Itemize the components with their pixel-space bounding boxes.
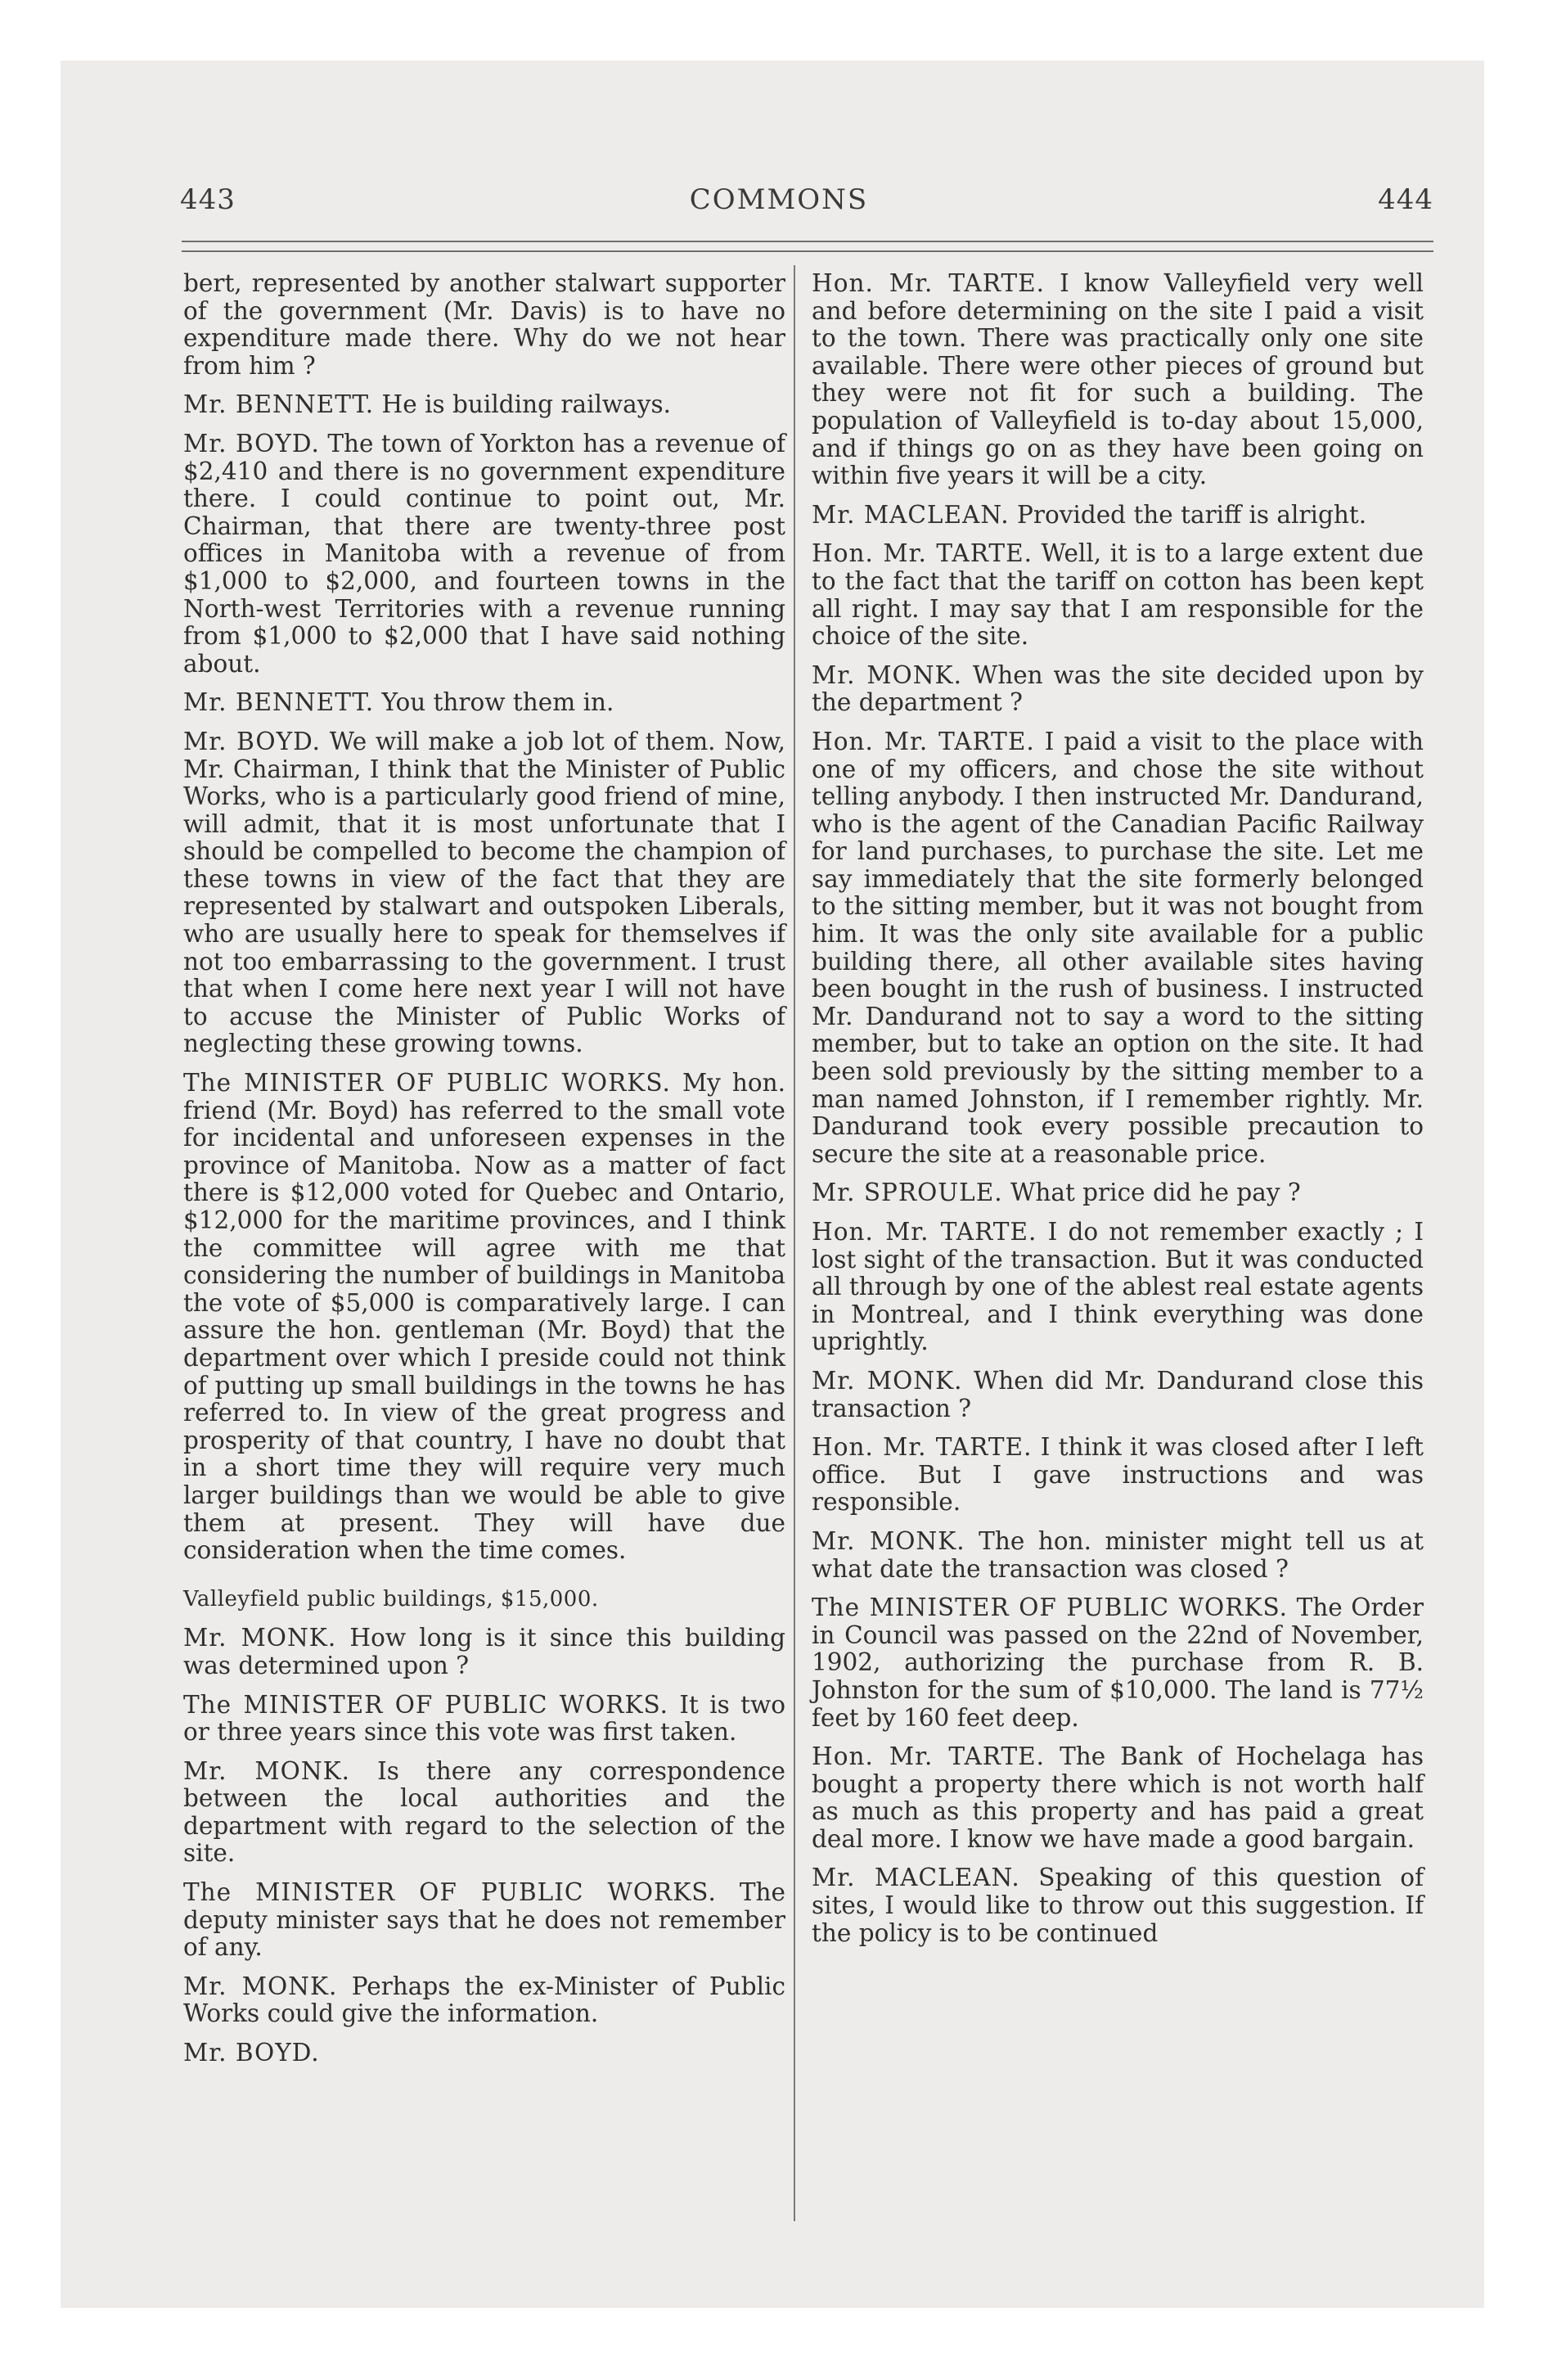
paragraph-text: My hon. friend (Mr. Boyd) has referred to the small vote for incidental and unforeseen expenses in the province of Manitoba. Now as a matter of fact there is $12,000 voted for Quebec and Ontario, $12,000 for the maritime provinces, and I think the committee will agree with me that considering the number of buildings in Manitoba the vote of $5,000 is comparatively large. I can assure the hon. gentleman (Mr. Boyd) that the department over which I preside could not think of putting up small buildings in the towns he has referred to. In view of the great progress and prosperity of that country, I have no doubt that in a short time they will require very much larger buildings than we would be able to give them at present. They will have due consideration when the time comes.: [183, 1069, 785, 1565]
speaker-name: Mr. BOYD.: [183, 727, 322, 755]
paragraph-text: When was the site decided upon by the department ?: [812, 660, 1424, 717]
paragraph: [183, 689, 785, 717]
speaker-name: Mr. MACLEAN.: [812, 500, 1010, 529]
page-number-left: 443: [180, 183, 236, 216]
paragraph-text: He is building railways.: [381, 390, 671, 419]
paragraph-text: We will make a job lot of them. Now, Mr. Chairman, I think that the Minister of Public Works, who is a particularly good friend of mine, will admit, that it is most unfortunate that I should be compelled to become the champion of these towns in view of the fact that they are represented by stalwart and outspoken Liberals, who are usually here to speak for themselves if not too embarrassing to the government. I trust that when I come here next year I will not have to accuse the Minister of Public Works of neglecting these growing towns.: [183, 727, 785, 1058]
speaker-name: Hon. Mr. TARTE.: [812, 1218, 1037, 1246]
paragraph-text: Well, it is to a large extent due to the fact that the tariff on cotton has been kept all right. I may say that I am responsible for the choice of the site.: [812, 539, 1424, 651]
paragraph: [812, 1594, 1424, 1732]
header-rule: [182, 241, 1433, 252]
paragraph: [183, 1879, 785, 1962]
page-header: [124, 178, 1433, 219]
speaker-name: Mr. BOYD.: [183, 429, 320, 458]
speaker-name: Mr. BENNETT.: [183, 688, 375, 717]
paragraph: [183, 1758, 785, 1868]
paragraph: [183, 1973, 785, 2028]
paragraph-text: What price did he pay ?: [1010, 1179, 1301, 1207]
paragraph: [183, 391, 785, 419]
speaker-name: Mr. MONK.: [183, 1972, 338, 2000]
paragraph-text: Provided the tariff is alright.: [1017, 500, 1367, 529]
paragraph-text: bert, represented by another stalwart supporter of the government (Mr. Davis) is to have no expenditure made there. Why do we not hear from him ?: [183, 269, 785, 380]
speaker-name: Mr. MONK.: [812, 1366, 963, 1395]
speaker-name: Mr. MONK.: [183, 1624, 337, 1652]
speaker-name: Mr. MACLEAN.: [812, 1864, 1020, 1892]
paragraph-text: Is there any correspondence between the local authorities and the department with regard to the selection of the site.: [183, 1756, 785, 1868]
paragraph: [812, 270, 1424, 490]
left-column: [183, 270, 785, 2067]
paragraph: [812, 728, 1424, 1169]
speaker-name: Hon. Mr. TARTE.: [812, 269, 1046, 297]
paragraph: [183, 1070, 785, 1565]
paragraph: [812, 1864, 1424, 1947]
paragraph-text: The Order in Council was passed on the 22nd of November, 1902, authorizing the purchase from R. B. Johnston for the sum of $10,000. The land is 77½ feet by 160 feet deep.: [812, 1593, 1424, 1732]
paragraph-text: I do not remember exactly ; I lost sight of the transaction. But it was conducted all through by one of the ablest real estate agents in Montreal, and I think everything was done uprightly.: [812, 1218, 1424, 1356]
paragraph: [183, 430, 785, 678]
right-column: [812, 270, 1424, 1959]
paragraph: [812, 662, 1424, 717]
paragraph: [812, 1219, 1424, 1356]
speaker-name: The MINISTER OF PUBLIC WORKS.: [812, 1593, 1288, 1622]
paragraph-text: Speaking of this question of sites, I would like to throw out this suggestion. If the policy is to be continued: [812, 1864, 1424, 1947]
speaker-name: Hon. Mr. TARTE.: [812, 1742, 1046, 1771]
speaker-tail: Mr. BOYD.: [183, 2039, 320, 2067]
speaker-name: Mr. BENNETT.: [183, 390, 375, 419]
paragraph-text: I think it was closed after I left office. But I gave instructions and was responsible.: [812, 1433, 1424, 1517]
paragraph: [812, 1368, 1424, 1422]
paragraph-text: How long is it since this building was determined upon ?: [183, 1624, 785, 1679]
paragraph-text: The Bank of Hochelaga has bought a property there which is not worth half as much as this property and has paid a great deal more. I know we have made a good bargain.: [812, 1742, 1424, 1853]
paragraph: [183, 270, 785, 380]
paragraph-text: You throw them in.: [381, 688, 614, 717]
column-divider: [794, 265, 795, 2221]
paragraph: [812, 1528, 1424, 1583]
paragraph-text: It is two or three years since this vote was first taken.: [183, 1690, 785, 1747]
page-number-right: 444: [1378, 183, 1433, 216]
speaker-name: Mr. MONK.: [183, 1756, 351, 1785]
paragraph: [812, 502, 1424, 530]
speaker-name: Hon. Mr. TARTE.: [812, 1433, 1033, 1462]
speaker-name: Hon. Mr. TARTE.: [812, 727, 1035, 755]
paragraph-text: The town of Yorkton has a revenue of $2,410 and there is no government expenditure there. I could continue to point out, Mr. Chairman, that there are twenty-three post offices in Manitoba with a revenue of from $1,000 to $2,000, and fourteen towns in the North-west Territories with a revenue running from $1,000 to $2,000 that I have said nothing about.: [183, 429, 785, 678]
paragraph: [183, 1625, 785, 1679]
paragraph-text: Perhaps the ex-Minister of Public Works could give the information.: [183, 1972, 785, 2028]
paragraph-text: The deputy minister says that he does not remember of any.: [183, 1878, 785, 1962]
paragraph-text: I paid a visit to the place with one of my officers, and chose the site without telling anybody. I then instructed Mr. Dandurand, who is the agent of the Canadian Pacific Railway for land purchases, to purchase the site. Let me say immediately that the site formerly belonged to the sitting member, but it was not bought from him. It was the only site available for a public building there, all other available sites having been bought in the rush of business. I instructed Mr. Dandurand not to say a word to the sitting member, but to take an option on the site. It had been sold previously by the sitting member to a man named Johnston, if I remember rightly. Mr. Dandurand took every possible precaution to secure the site at a reasonable price.: [812, 727, 1424, 1168]
paragraph: [812, 1179, 1424, 1207]
paragraph: [812, 1434, 1424, 1517]
paragraph-text: I know Valleyfield very well and before determining on the site I paid a visit to the town. There was practically only one site available. There were other pieces of ground but they were not fit for such a building. The population of Valleyfield is to-day about 15,000, and if things go on as they have been going on within five years it will be a city.: [812, 269, 1424, 490]
speaker-name: Mr. SPROULE.: [812, 1179, 1003, 1207]
speaker-name: Hon. Mr. TARTE.: [812, 539, 1033, 568]
paragraph: [812, 1743, 1424, 1853]
page-title: COMMONS: [689, 183, 869, 216]
speaker-name: The MINISTER OF PUBLIC WORKS.: [183, 1878, 717, 1907]
speaker-name: Mr. MONK.: [812, 1526, 965, 1555]
paragraph: [183, 728, 785, 1058]
paragraph: [183, 1692, 785, 1747]
item-heading: Valleyfield public buildings, $15,000.: [183, 1586, 599, 1611]
speaker-name: The MINISTER OF PUBLIC WORKS.: [183, 1690, 669, 1719]
paragraph-text: The hon. minister might tell us at what date the transaction was closed ?: [812, 1526, 1424, 1583]
speaker-name: The MINISTER OF PUBLIC WORKS.: [183, 1069, 671, 1098]
speaker-name: Mr. MONK.: [812, 660, 962, 689]
paragraph: [812, 540, 1424, 650]
paragraph-text: When did Mr. Dandurand close this transaction ?: [812, 1366, 1424, 1422]
